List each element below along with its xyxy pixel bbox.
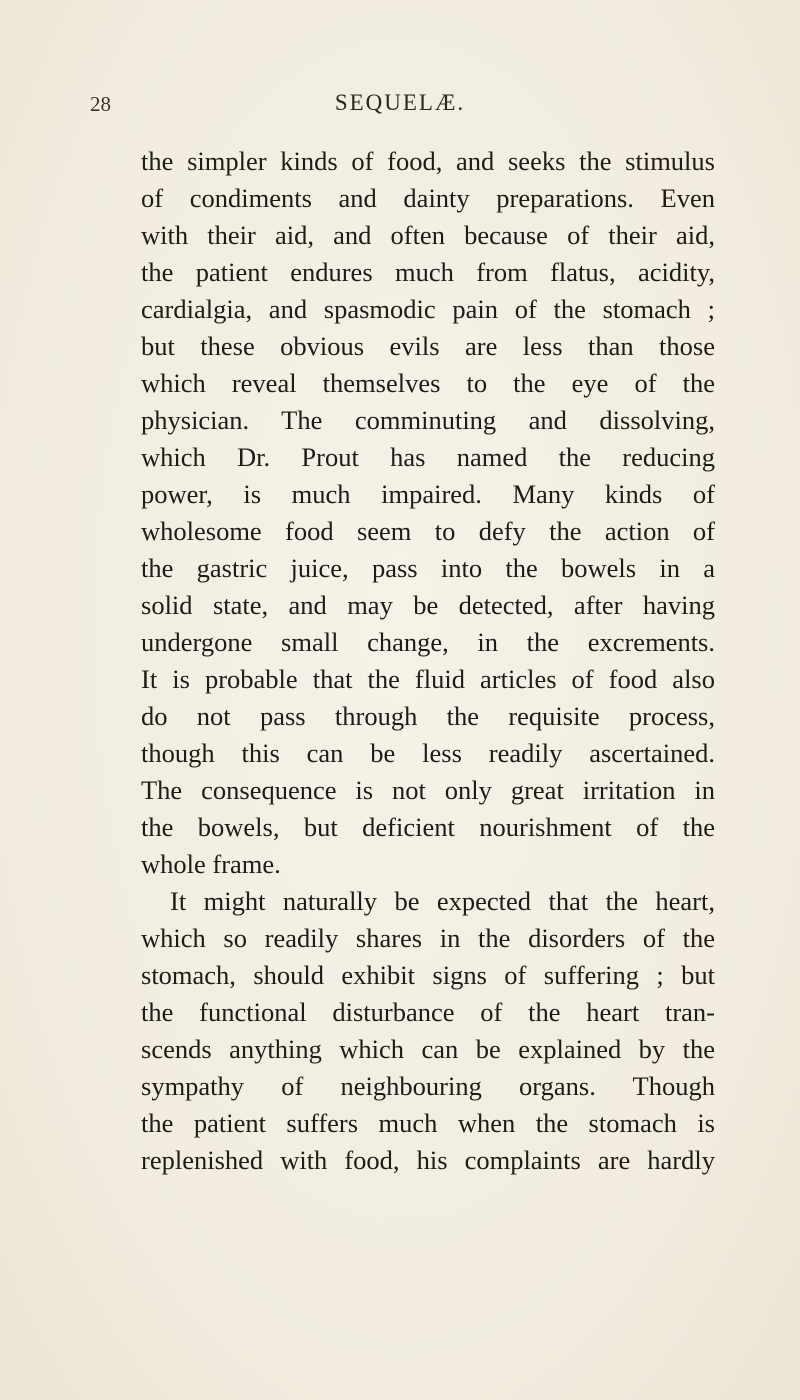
- text-line: sympathy of neighbouring organs. Though: [141, 1071, 715, 1101]
- text-line: which so readily shares in the disorders of the: [141, 923, 715, 953]
- page-number: 28: [90, 92, 111, 116]
- text-line: the patient endures much from flatus, acidity,: [141, 257, 715, 287]
- text-line: the functional disturbance of the heart tran-: [141, 997, 715, 1027]
- text-line: scends anything which can be explained by the: [141, 1034, 715, 1064]
- text-line: stomach, should exhibit signs of suffering ; but: [141, 960, 715, 990]
- text-line: power, is much impaired. Many kinds of: [141, 479, 715, 509]
- body-text: [141, 143, 715, 1179]
- text-line: the gastric juice, pass into the bowels in a: [141, 553, 715, 583]
- text-line: the bowels, but deficient nourishment of the: [141, 812, 715, 842]
- text-line: the patient suffers much when the stomach is: [141, 1108, 715, 1138]
- text-line: physician. The comminuting and dissolving,: [141, 405, 715, 435]
- text-line: cardialgia, and spasmodic pain of the stomach ;: [141, 294, 715, 324]
- text-line: but these obvious evils are less than those: [141, 331, 715, 361]
- text-line-paragraph-start: It might naturally be expected that the heart,: [170, 886, 715, 916]
- text-line: do not pass through the requisite process,: [141, 701, 715, 731]
- text-line: with their aid, and often because of their aid,: [141, 220, 715, 250]
- text-line: solid state, and may be detected, after having: [141, 590, 715, 620]
- text-line: undergone small change, in the excrements.: [141, 627, 715, 657]
- text-line: replenished with food, his complaints are hardly: [141, 1145, 715, 1175]
- text-line: which Dr. Prout has named the reducing: [141, 442, 715, 472]
- text-line: wholesome food seem to defy the action of: [141, 516, 715, 546]
- text-line: of condiments and dainty preparations. Even: [141, 183, 715, 213]
- text-line: It is probable that the fluid articles of food also: [141, 664, 715, 694]
- text-line: The consequence is not only great irritation in: [141, 775, 715, 805]
- text-line: the simpler kinds of food, and seeks the stimulus: [141, 146, 715, 176]
- text-line: which reveal themselves to the eye of the: [141, 368, 715, 398]
- text-line-paragraph-end: whole frame.: [141, 849, 281, 879]
- running-head: [0, 84, 800, 124]
- text-line: though this can be less readily ascertained.: [141, 738, 715, 768]
- running-title: SEQUELÆ.: [334, 90, 466, 115]
